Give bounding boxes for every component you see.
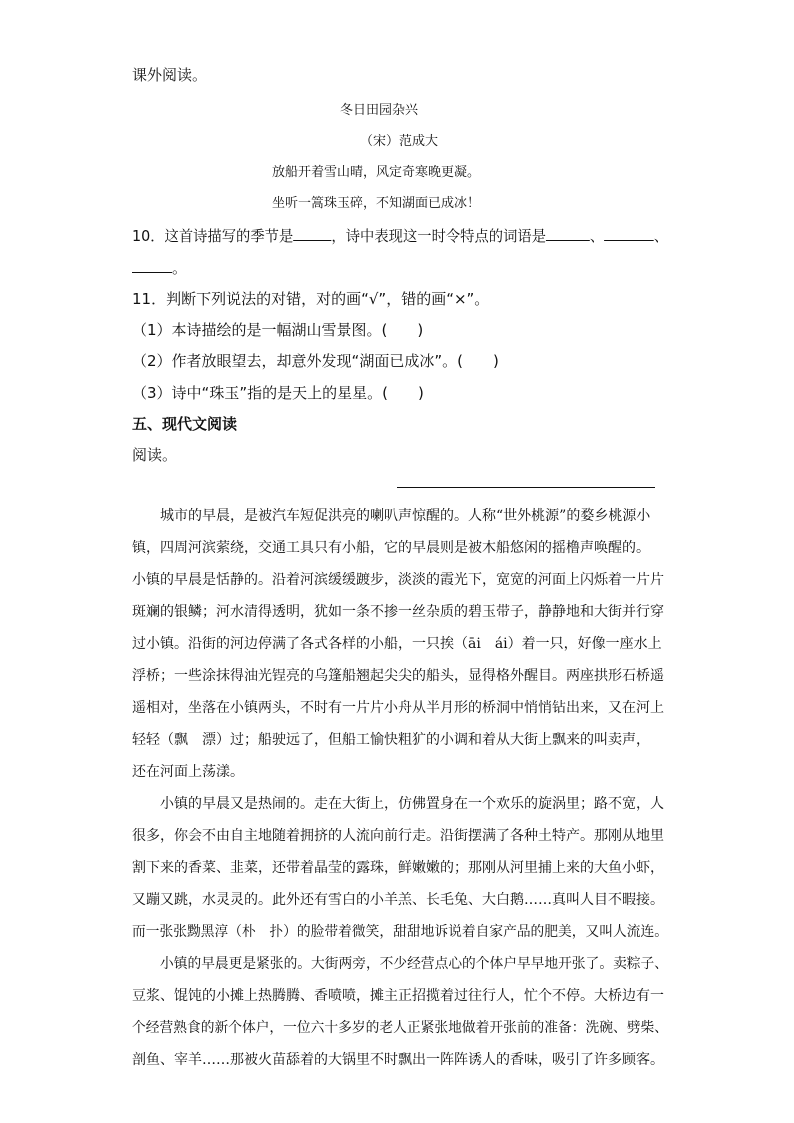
passage-line: 剖鱼、宰羊……那被火苗舔着的大锅里不时飘出一阵阵诱人的香味，吸引了许多顾客。: [132, 1052, 664, 1068]
passage-line: 小镇的早晨是恬静的。沿着河滨缓缓踱步，淡淡的霞光下，宽宽的河面上闪烁着一片片: [132, 572, 664, 588]
q10-sep-2: 、: [653, 227, 669, 245]
passage-line: 遥相对，坐落在小镇两头，不时有一片片小舟从半月形的桥洞中悄悄钻出来，又在河上: [132, 700, 664, 716]
passage-line: 城市的早晨，是被汽车短促洪亮的喇叭声惊醒的。人称“世外桃源”的婺乡桃源小: [160, 508, 651, 524]
passage-line: 割下来的香菜、韭菜，还带着晶莹的露珠，鲜嫩嫩的；那刚从河里捕上来的大鱼小虾，: [132, 860, 664, 876]
passage-line: 豆浆、馄饨的小摊上热腾腾、香喷喷，摊主正招揽着过往行人，忙个不停。大桥边有一: [132, 988, 664, 1004]
passage-line: 斑斓的银鳞；河水清得透明，犹如一条不掺一丝杂质的碧玉带子，静静地和大街并行穿: [132, 604, 664, 620]
q10-end: 。: [172, 259, 188, 277]
section-5-heading: 五、现代文阅读: [132, 415, 238, 433]
poem-line-1: 放船开着雪山晴，风定奇寒晚更凝。: [272, 165, 481, 180]
passage-line: 又蹦又跳，水灵灵的。此外还有雪白的小羊羔、长毛兔、大白鹅……真叫人目不暇接。: [132, 892, 664, 908]
poem-author: （宋）范成大: [360, 134, 439, 149]
q10-sep-1: 、: [589, 227, 605, 245]
passage-line: 镇，四周河滨萦绕，交通工具只有小船，它的早晨则是被木船悠闲的摇橹声唤醒的。: [132, 540, 650, 556]
question-10: [132, 225, 668, 246]
q10-blank-word-1[interactable]: [546, 226, 590, 241]
intro-label: 课外阅读。: [132, 66, 208, 84]
q10-blank-season[interactable]: [293, 226, 331, 241]
passage-line: 过小镇。沿街的河边停满了各式各样的小船，一只挨（āi ái）着一只，好像一座水上: [132, 636, 662, 652]
question-10-cont: [132, 257, 187, 278]
poem-line-2: 坐听一篙珠玉碎，不知湖面已成冰！: [272, 196, 481, 211]
question-11-item-1[interactable]: （1）本诗描绘的是一幅湖山雪景图。( ): [132, 321, 424, 339]
passage-line: 还在河面上荡漾。: [132, 764, 244, 780]
passage-line: 个经营熟食的新个体户，一位六十多岁的老人正紧张地做着开张前的准备：洗碗、劈柴、: [132, 1020, 668, 1036]
poem-title: 冬日田园杂兴: [340, 103, 419, 118]
passage-line: 轻轻（飘 漂）过；船驶远了，但船工愉快粗犷的小调和着从大街上飘来的叫卖声，: [132, 732, 650, 748]
title-rule-line: [397, 487, 655, 488]
q10-blank-word-2[interactable]: [604, 226, 654, 241]
passage-line: 浮桥；一些涂抹得油光锃亮的乌篷船翘起尖尖的船头，显得格外醒目。两座拱形石桥遥: [132, 668, 664, 684]
q10-blank-word-3[interactable]: [132, 258, 172, 273]
passage-line: 小镇的早晨又是热闹的。走在大街上，仿佛置身在一个欢乐的旋涡里；路不宽，人: [160, 796, 664, 812]
q10-text-b: ，诗中表现这一时令特点的词语是: [331, 227, 547, 245]
passage-line: 小镇的早晨更是紧张的。大街两旁，不少经营点心的个体户早早地开张了。卖粽子、: [160, 956, 668, 972]
question-11-item-3[interactable]: （3）诗中“珠玉”指的是天上的星星。( ): [132, 384, 424, 402]
passage-line: 很多，你会不由自主地随着拥挤的人流向前行走。沿街摆满了各种土特产。那刚从地里: [132, 828, 664, 844]
section-5-label: 阅读。: [132, 446, 178, 464]
passage-line: 而一张张黝黑淳（朴 扑）的脸带着微笑，甜甜地诉说着自家产品的肥美，又叫人流连。: [132, 924, 668, 940]
question-11-stem: 11．判断下列说法的对错，对的画“√”，错的画“×”。: [132, 290, 490, 308]
q10-text-a: 10．这首诗描写的季节是: [132, 227, 294, 245]
question-11-item-2[interactable]: （2）作者放眼望去，却意外发现“湖面已成冰”。( ): [132, 352, 499, 370]
